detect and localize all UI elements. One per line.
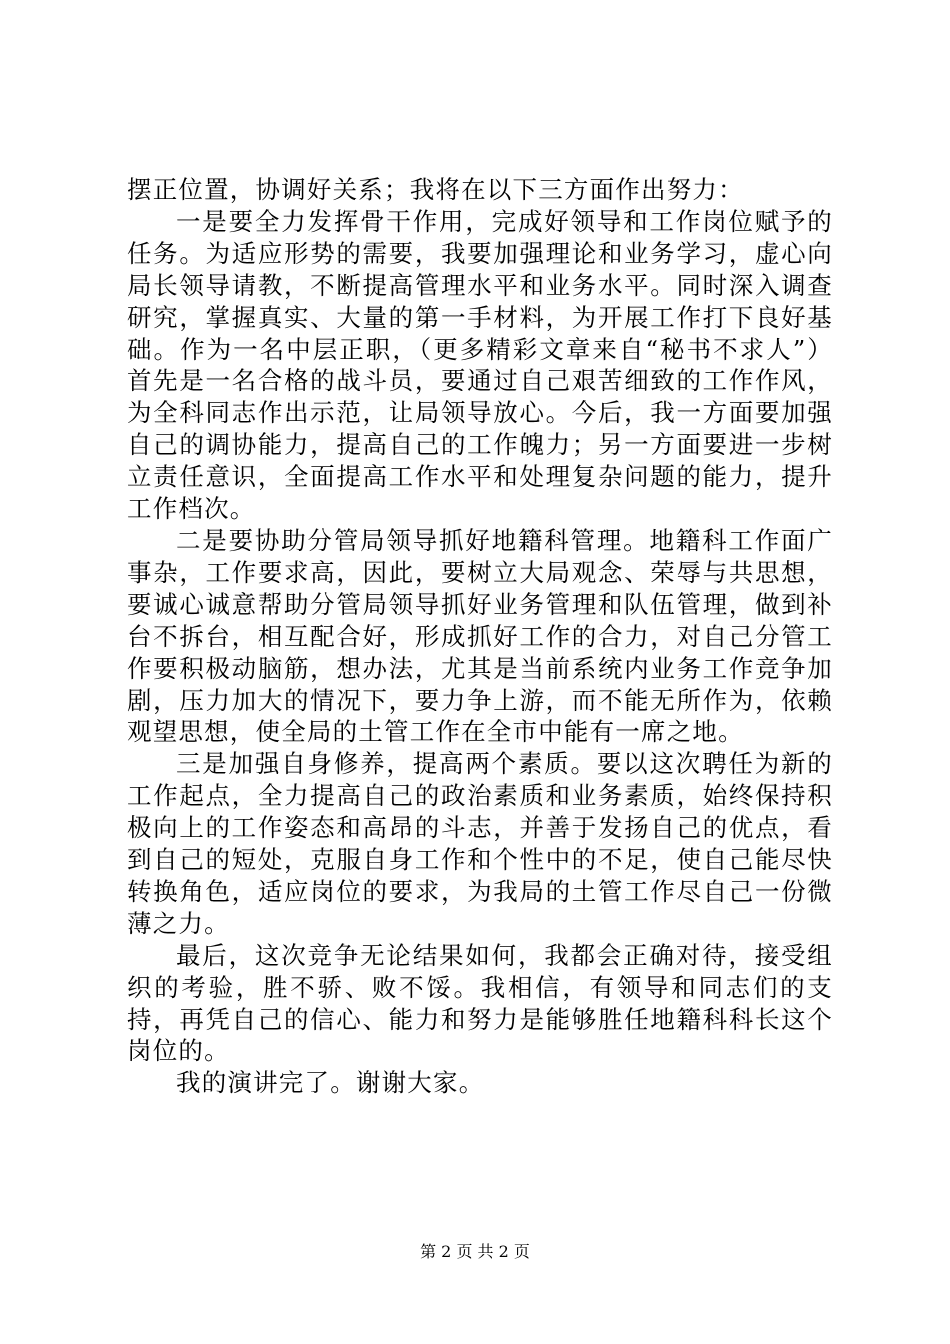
paragraph-point-three: 三是加强自身修养，提高两个素质。要以这次聘任为新的工作起点，全力提高自己的政治素质和业务素质，始终保持积极向上的工作姿态和高昂的斗志，并善于发扬自己的优点，看到自己的短处，克服自身工作和个性中的不足，使自己能尽快转换角色，适应岗位的要求，为我局的土管工作尽自己一份微薄之力。 [127,749,833,938]
page-number-footer: 第 2 页 共 2 页 [420,1242,530,1261]
paragraph-conclusion: 最后，这次竞争无论结果如何，我都会正确对待，接受组织的考验，胜不骄、败不馁。我相信，有领导和同志们的支持，再凭自己的信心、能力和努力是能够胜任地籍科科长这个岗位的。 [127,940,833,1066]
paragraph-continuation: 摆正位置，协调好关系；我将在以下三方面作出努力： [127,175,744,204]
document-body [127,174,833,1099]
paragraph-point-one: 一是要全力发挥骨干作用，完成好领导和工作岗位赋予的任务。为适应形势的需要，我要加强理论和业务学习，虚心向局长领导请教，不断提高管理水平和业务水平。同时深入调查研究，掌握真实、大量的第一手材料，为开展工作打下良好基础。作为一名中层正职，（更多精彩文章来自“秘书不求人”）首先是一名合格的战斗员，要通过自己艰苦细致的工作作风，为全科同志作出示范，让局领导放心。今后，我一方面要加强自己的调协能力，提高自己的工作魄力；另一方面要进一步树立责任意识，全面提高工作水平和处理复杂问题的能力，提升工作档次。 [127,206,833,524]
paragraph-point-two: 二是要协助分管局领导抓好地籍科管理。地籍科工作面广事杂，工作要求高，因此，要树立大局观念、荣辱与共思想，要诚心诚意帮助分管局领导抓好业务管理和队伍管理，做到补台不拆台，相互配合好，形成抓好工作的合力，对自己分管工作要积极动脑筋，想办法，尤其是当前系统内业务工作竞争加剧，压力加大的情况下，要力争上游，而不能无所作为，依赖观望思想，使全局的土管工作在全市中能有一席之地。 [127,525,833,747]
paragraph-closing: 我的演讲完了。谢谢大家。 [176,1068,485,1098]
